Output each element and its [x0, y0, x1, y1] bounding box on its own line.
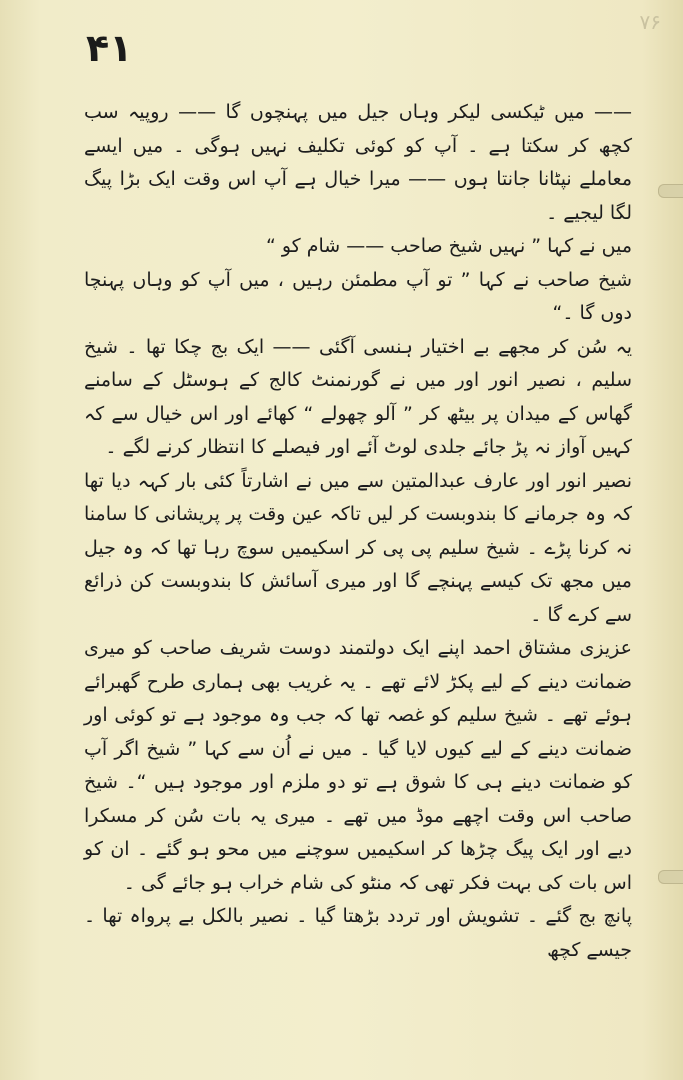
paragraph-7: پانچ بج گئے ۔ تشویش اور تردد بڑھتا گیا ۔ نصیر بالکل بے پرواہ تھا ۔ جیسے کچھ: [84, 905, 632, 961]
page-number: ۴۱: [86, 26, 133, 70]
faint-header-number: ۷۶: [639, 10, 661, 34]
paragraph-3: شیخ صاحب نے کہا ” تو آپ مطمئن رہیں ، میں آپ کو وہاں پہنچا دوں گا ۔“: [84, 268, 632, 324]
body-text: [84, 96, 632, 967]
paragraph-4: یہ سُن کر مجھے بے اختیار ہنسی آگئی —— ایک بج چکا تھا ۔ شیخ سلیم ، نصیر انور اور میں نے گورنمنٹ کالج کے ہوسٹل کے سامنے گھاس کے میدان پر بیٹھ کر ” آلو چھولے “ کھائے اور اس خیال سے کہ کہیں آواز نہ پڑ جائے جلدی لوٹ آئے اور فیصلے کا انتظار کرنے لگے ۔: [84, 335, 632, 458]
paragraph-1: —— میں ٹیکسی لیکر وہاں جیل میں پہنچوں گا —— روپیہ سب کچھ کر سکتا ہے ۔ آپ کو کوئی تکلیف نہیں ہوگی ۔ میں ایسے معاملے نپٹانا جانتا ہوں —— میرا خیال ہے آپ اس وقت ایک بڑا پیگ لگا لیجیے ۔: [84, 101, 632, 224]
paragraph-5: نصیر انور اور عارف عبدالمتین سے میں نے اشارتاً کئی بار کہہ دیا تھا کہ وہ جرمانے کا بندوبست کر لیں تاکہ عین وقت پر پریشانی کا سامنا نہ کرنا پڑے ۔ شیخ سلیم پی پی کر اسکیمیں سوچ رہا تھا کہ وہ جیل میں مجھ تک کیسے پہنچے گا اور میری آسائش کا بندوبست کن ذرائع سے کرے گا ۔: [84, 469, 632, 626]
paragraph-6: عزیزی مشتاق احمد اپنے ایک دولتمند دوست شریف صاحب کو میری ضمانت دینے کے لیے پکڑ لائے تھے ۔ یہ غریب بھی ہماری طرح گھبرائے ہوئے تھے ۔ شیخ سلیم کو غصہ تھا کہ جب وہ موجود ہے تو کوئی اور ضمانت دینے کے لیے کیوں لایا گیا ۔ میں نے اُن سے کہا ” شیخ اگر آپ کو ضمانت دینے ہی کا شوق ہے تو دو ملزم اور موجود ہیں “۔ شیخ صاحب اس وقت اچھے موڈ میں تھے ۔ میری یہ بات سُن کر مسکرا دیے اور ایک پیگ چڑھا کر اسکیمیں سوچنے میں محو ہو گئے ۔ ان کو اس بات کی بہت فکر تھی کہ منٹو کی شام خراب ہو جائے گی ۔: [84, 637, 632, 894]
binding-hole-mark: [658, 870, 683, 884]
paragraph-2: میں نے کہا ” نہیں شیخ صاحب —— شام کو “: [265, 235, 632, 257]
binding-hole-mark: [658, 184, 683, 198]
